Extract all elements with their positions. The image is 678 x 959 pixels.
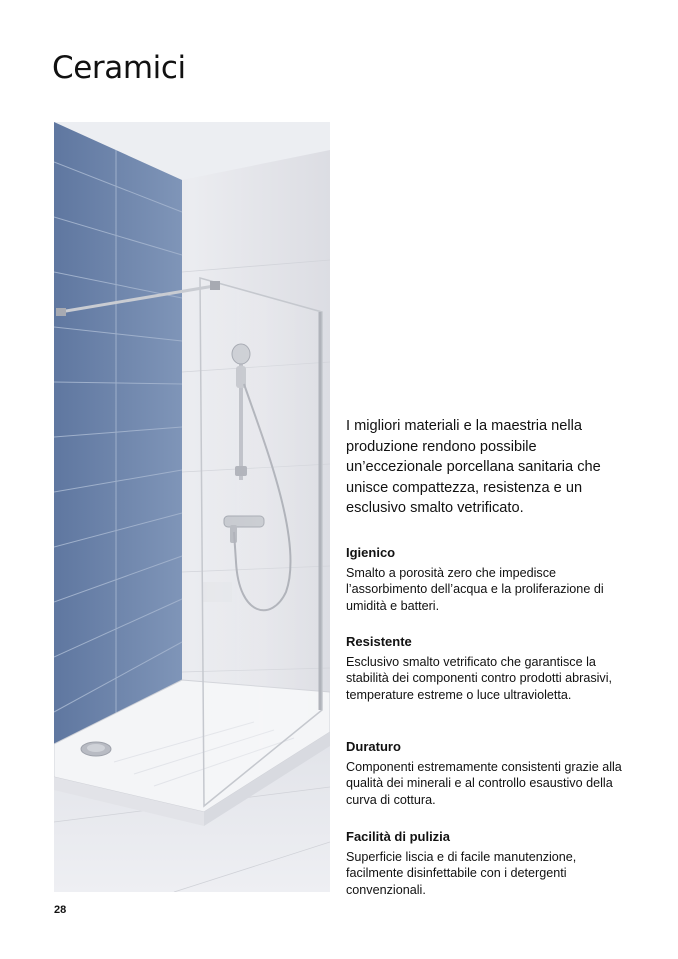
feature-facilita-pulizia	[346, 829, 636, 898]
shower-enclosure-photo	[54, 122, 330, 892]
feature-igienico	[346, 545, 636, 614]
intro-text: I migliori materiali e la maestria nella produzione rendono possibile un’eccezionale porcellana sanitaria che unisce compattezza, resistenza e un esclusivo smalto vetrificato.	[346, 418, 601, 516]
feature-duraturo	[346, 739, 636, 808]
wall-bracket	[56, 308, 66, 316]
feature-text: Componenti estremamente consistenti grazie alla qualità dei minerali e al controllo esaustivo della curva di cottura.	[346, 760, 622, 807]
feature-heading: Resistente	[346, 634, 412, 649]
page-title: Ceramici	[52, 50, 186, 86]
blue-tile-wall	[54, 122, 182, 752]
feature-heading: Facilità di pulizia	[346, 829, 451, 844]
shower-illustration	[54, 122, 330, 892]
feature-heading: Duraturo	[346, 739, 401, 754]
feature-heading: Igienico	[346, 545, 396, 560]
drain-cover	[87, 744, 105, 752]
page-number: 28	[54, 904, 67, 916]
feature-text: Smalto a porosità zero che impedisce l’assorbimento dell’acqua e la proliferazione di umidità e batteri.	[346, 566, 604, 613]
feature-text: Esclusivo smalto vetrificato che garantisce la stabilità dei componenti contro prodotti abrasivi, temperature estreme o luce ultravioletta.	[346, 655, 613, 702]
feature-resistente	[346, 634, 636, 703]
feature-text: Superficie liscia e di facile manutenzione, facilmente disinfettabile con i detergenti convenzionali.	[346, 850, 577, 897]
glass-clamp	[210, 281, 220, 290]
